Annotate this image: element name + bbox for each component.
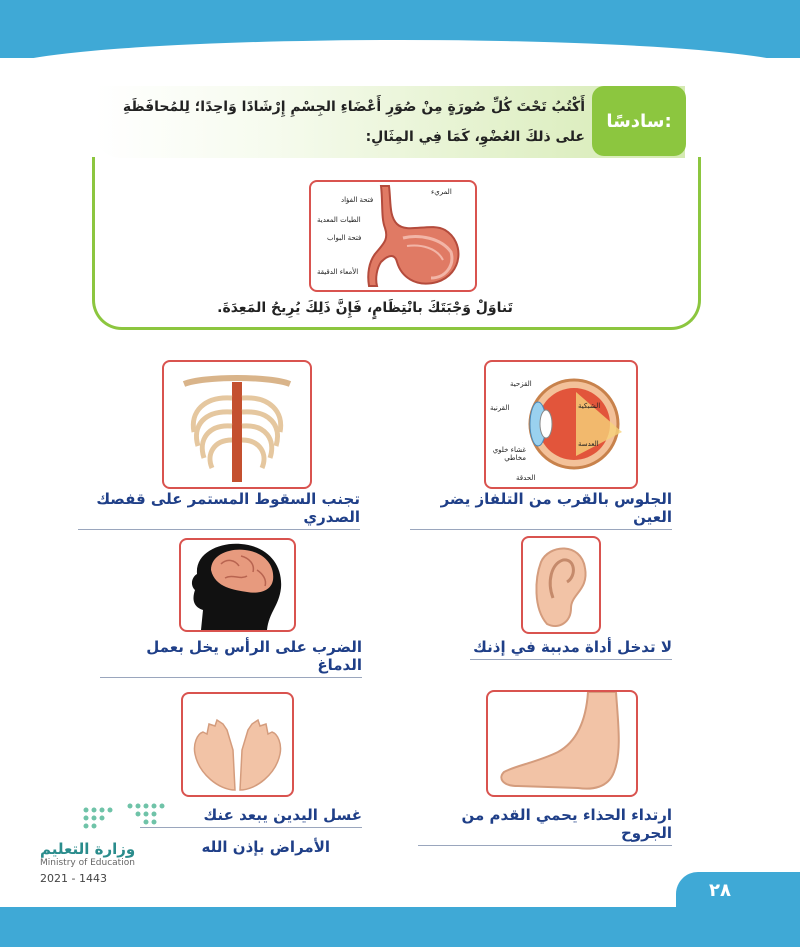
foot-image <box>486 690 638 797</box>
ribcage-image <box>162 360 312 489</box>
caption-ribcage: تجنب السقوط المستمر على قفصك الصدري <box>78 490 360 530</box>
bottom-banner <box>0 907 800 947</box>
caption-foot: ارتداء الحذاء يحمي القدم من الجروح <box>418 806 672 846</box>
label-lens: العدسة <box>578 440 599 448</box>
section-badge: سادسًا: <box>592 86 686 156</box>
label-membrane: غشاء خلوي مخاطي <box>492 446 526 462</box>
page-number: ٢٨ <box>709 880 731 901</box>
eye-image <box>484 360 638 489</box>
label-pylorus: فتحة البواب <box>327 234 362 242</box>
eye-illustration <box>486 362 636 487</box>
ministry-logo-icon <box>80 800 172 834</box>
caption-hands: غسل اليدين يبعد عنك <box>140 806 362 828</box>
hands-illustration <box>183 694 292 795</box>
stomach-image <box>309 180 477 292</box>
brain-image <box>179 538 296 632</box>
caption-hands-line2: الأمراض بإذن الله <box>201 838 330 856</box>
edition-year: 2021 - 1443 <box>40 872 107 885</box>
label-iris: القزحية <box>510 380 532 388</box>
example-caption: تَناوَلْ وَجْبَتَكَ بانْتِظَامٍ، فَإِنَّ ذَلِكَ يُرِيحُ المَعِدَةَ. <box>217 300 513 316</box>
caption-eye: الجلوس بالقرب من التلفاز يضر العين <box>410 490 672 530</box>
label-intestine: الأمعاء الدقيقة <box>317 268 359 276</box>
brain-head-illustration <box>181 540 294 630</box>
label-cardia: فتحة الفؤاد <box>341 196 374 204</box>
label-pupil: الحدقة <box>516 474 536 482</box>
ministry-name-en: Ministry of Education <box>40 858 135 868</box>
foot-illustration <box>488 692 636 795</box>
label-retina: الشبكية <box>578 402 601 410</box>
instruction-text: أَكْتُبُ تَحْتَ كُلِّ صُورَةٍ مِنْ صُوَرِ أَعْضَاءِ الجِسْمِ إِرْشَادًا وَاحِدًا؛ لِلمُحافَظَةِ على ذلكَ العُضْوِ، كَمَا فِي المِثَالِ: <box>122 99 585 145</box>
ear-image <box>521 536 601 634</box>
caption-ear: لا تدخل أداة مدببة في إذنك <box>470 638 672 660</box>
top-banner <box>0 0 800 58</box>
label-cornea: القرنية <box>490 404 510 412</box>
label-folds: الطيات المعدية <box>317 216 361 224</box>
hands-image <box>181 692 294 797</box>
ribcage-illustration <box>164 362 310 487</box>
label-esophagus: المريء <box>431 188 452 196</box>
ministry-name-ar: وزارة التعليم <box>40 840 136 858</box>
ear-illustration <box>523 538 599 632</box>
caption-brain: الضرب على الرأس يخل بعمل الدماغ <box>100 638 362 678</box>
